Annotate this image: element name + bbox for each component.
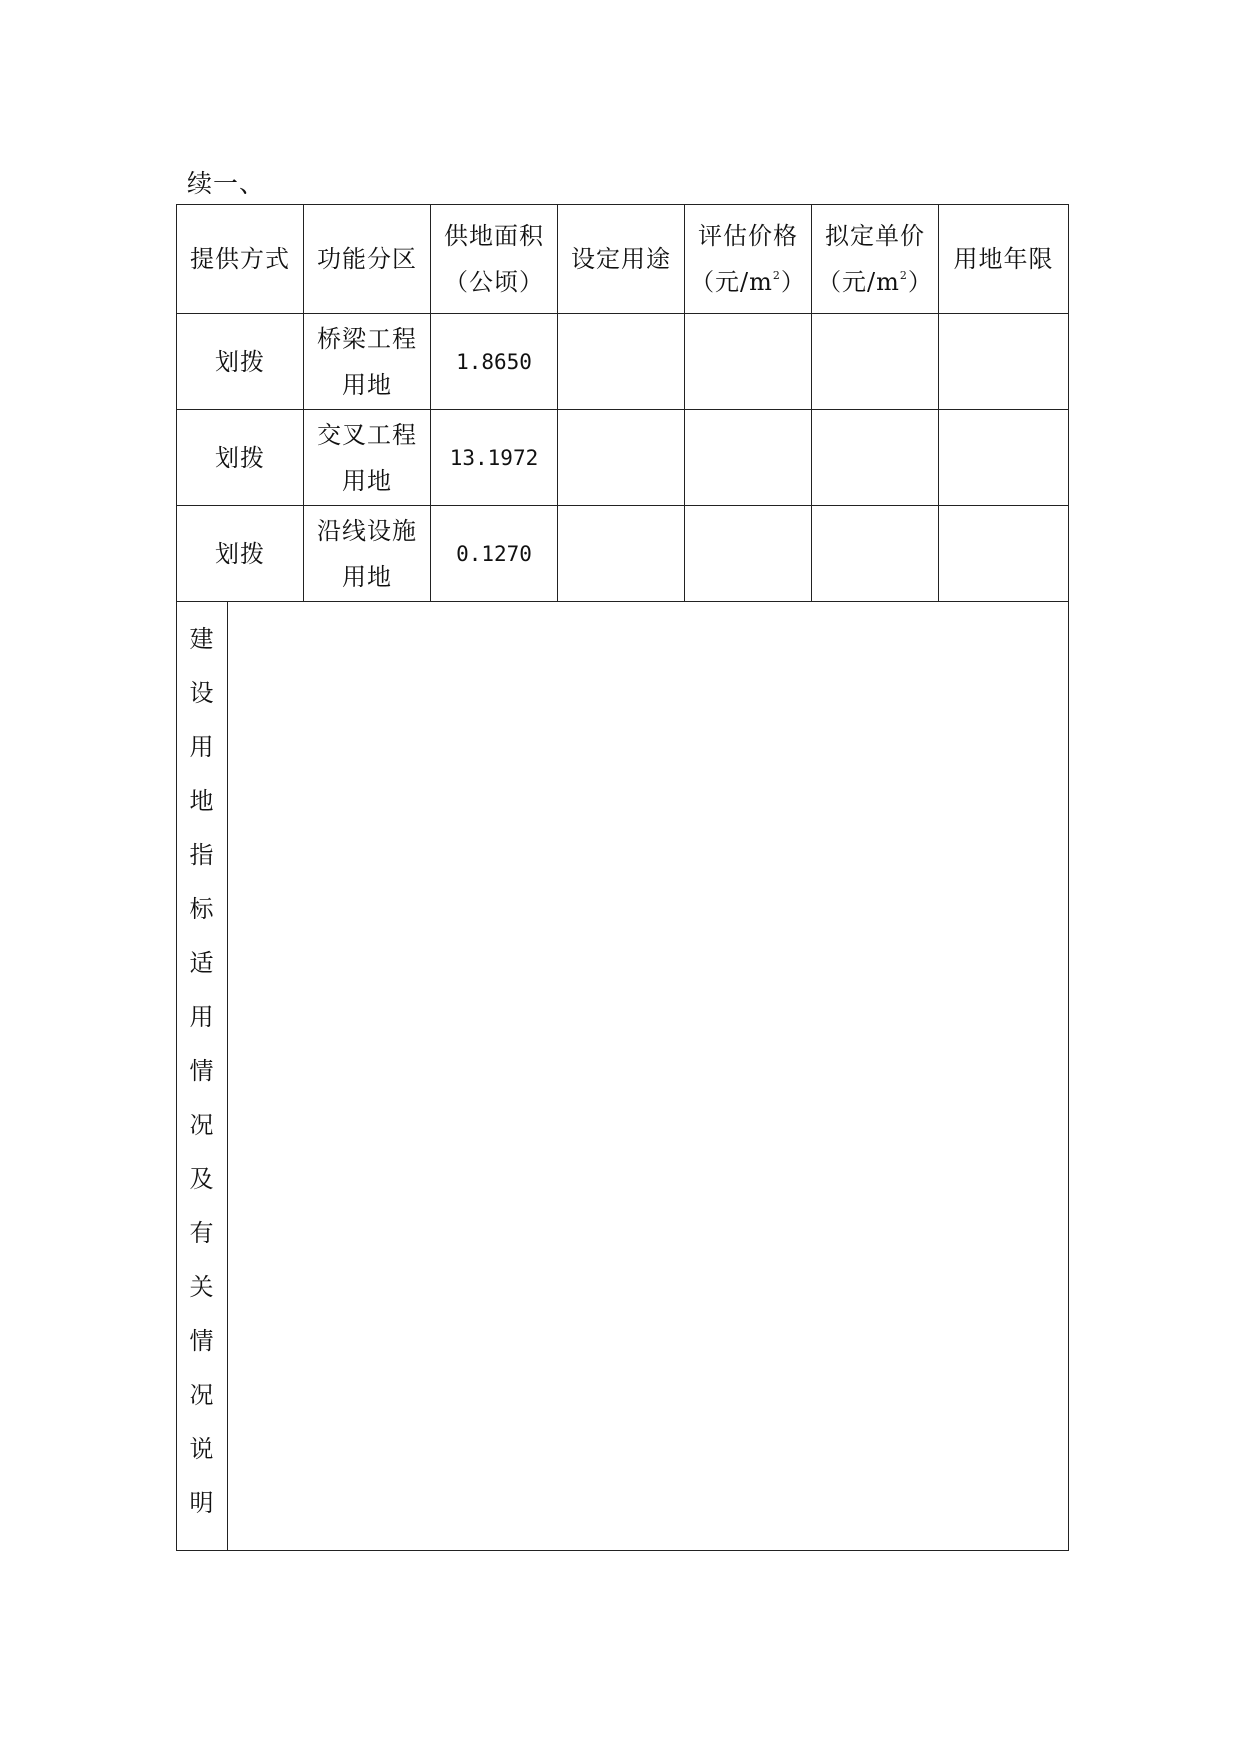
cell-assessed-price <box>685 506 812 602</box>
cell-land-term <box>939 410 1069 506</box>
cell-assessed-price <box>685 314 812 410</box>
cell-supply-method: 划拨 <box>177 410 304 506</box>
header-proposed-unit-price: 拟定单价 （元$/m^2$） <box>812 205 939 314</box>
cell-land-area: 0.1270 <box>431 506 558 602</box>
cell-function-zone: 沿线设施 用地 <box>304 506 431 602</box>
table-row <box>177 314 1069 410</box>
cell-land-area: 13.1972 <box>431 410 558 506</box>
notes-row <box>177 602 1069 1551</box>
notes-label <box>177 602 228 1551</box>
document-heading: 续一、 <box>187 169 266 198</box>
header-function-zone: 功能分区 <box>304 205 431 314</box>
header-set-use: 设定用途 <box>558 205 685 314</box>
header-supply-method: 提供方式 <box>177 205 304 314</box>
cell-supply-method: 划拨 <box>177 506 304 602</box>
notes-body <box>228 602 1069 1551</box>
cell-supply-method: 划拨 <box>177 314 304 410</box>
land-supply-table <box>176 204 1069 1551</box>
table-header-row <box>177 205 1069 314</box>
header-land-term: 用地年限 <box>939 205 1069 314</box>
cell-set-use <box>558 410 685 506</box>
table-row <box>177 506 1069 602</box>
cell-land-term <box>939 314 1069 410</box>
cell-set-use <box>558 314 685 410</box>
header-land-area: 供地面积 （公顷） <box>431 205 558 314</box>
cell-proposed-unit-price <box>812 506 939 602</box>
cell-function-zone: 桥梁工程 用地 <box>304 314 431 410</box>
cell-function-zone: 交叉工程 用地 <box>304 410 431 506</box>
header-assessed-price: 评估价格 （元$/m^2$） <box>685 205 812 314</box>
cell-assessed-price <box>685 410 812 506</box>
table-row <box>177 410 1069 506</box>
cell-set-use <box>558 506 685 602</box>
cell-land-area: 1.8650 <box>431 314 558 410</box>
cell-proposed-unit-price <box>812 410 939 506</box>
cell-land-term <box>939 506 1069 602</box>
cell-proposed-unit-price <box>812 314 939 410</box>
notes-label-text: 建 设 用 地 指 标 适 用 情 况 及 有 关 情 况 说 明 <box>189 625 215 1517</box>
